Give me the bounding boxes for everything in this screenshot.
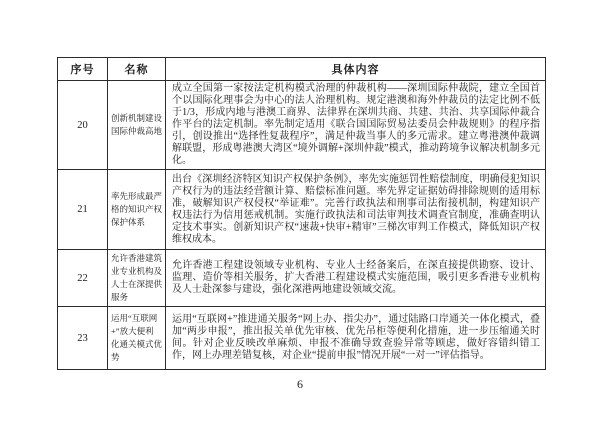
table-row xyxy=(58,307,546,370)
row-name: 创新机制建设国际仲裁高地 xyxy=(108,81,166,170)
row-number: 21 xyxy=(58,170,108,250)
policy-measures-table xyxy=(57,57,546,370)
row-content: 成立全国第一家按法定机构模式治理的仲裁机构——深圳国际仲裁院，建立全国首个以国际化理事会为中心的法人治理机构。规定港澳和海外仲裁员的法定比例不低于1/3，形成内地与港澳工商界、法律界在深圳共商、共建、共治、共享国际仲裁合作平台的法定机制。率先制定适用《联合国国际贸易法委员会仲裁规则》的程序指引，创设推出“选择性复裁程序”，满足仲裁当事人的多元需求。建立粤港澳仲裁调解联盟，形成粤港澳大湾区“境外调解+深圳仲裁”模式，推动跨境争议解决机制多元化。 xyxy=(166,81,546,170)
row-content: 出台《深圳经济特区知识产权保护条例》，率先实施惩罚性赔偿制度，明确侵犯知识产权行为的违法经营额计算、赔偿标准问题。率先界定证据妨碍排除规则的适用标准，破解知识产权侵权“举证难”。完善行政执法和刑事司法衔接机制，构建知识产权违法行为信用惩戒机制。实施行政执法和司法审判技术调查官制度，准确查明认定技术事实。创新知识产权“速裁+快审+精审”三梯次审判工作模式，降低知识产权维权成本。 xyxy=(166,170,546,250)
row-name: 允许香港建筑业专业机构及人士在深提供服务 xyxy=(108,250,166,307)
row-content: 允许香港工程建设领域专业机构、专业人士经备案后，在深直接提供勘察、设计、监理、造价等相关服务，扩大香港工程建设模式实施范围，吸引更多香港专业机构及人士赴深参与建设，强化深港两地建设领域交流。 xyxy=(166,250,546,307)
row-name: 率先形成最严格的知识产权保护体系 xyxy=(108,170,166,250)
table-header-row xyxy=(58,58,546,81)
row-number: 23 xyxy=(58,307,108,370)
table-row xyxy=(58,170,546,250)
row-number: 20 xyxy=(58,81,108,170)
header-cell-name: 名称 xyxy=(108,58,166,81)
table-row xyxy=(58,81,546,170)
row-content: 运用“互联网+”推进通关服务“网上办、指尖办”，通过陆路口岸通关一体化模式，叠加“两步申报”，推出报关单优先审核、优先吊柜等便利化措施，进一步压缩通关时间。针对企业反映改单麻烦、申报不准确导致查验异常等顾虑，做好容错纠错工作，网上办理差错复核，对企业“提前申报”情况开展“一对一”评估指导。 xyxy=(166,307,546,370)
header-cell-content: 具体内容 xyxy=(166,58,546,81)
row-number: 22 xyxy=(58,250,108,307)
table-row xyxy=(58,250,546,307)
page-number: 6 xyxy=(297,377,303,391)
header-cell-no: 序号 xyxy=(58,58,108,81)
row-name: 运用“互联网+”放大便利化通关模式优势 xyxy=(108,307,166,370)
